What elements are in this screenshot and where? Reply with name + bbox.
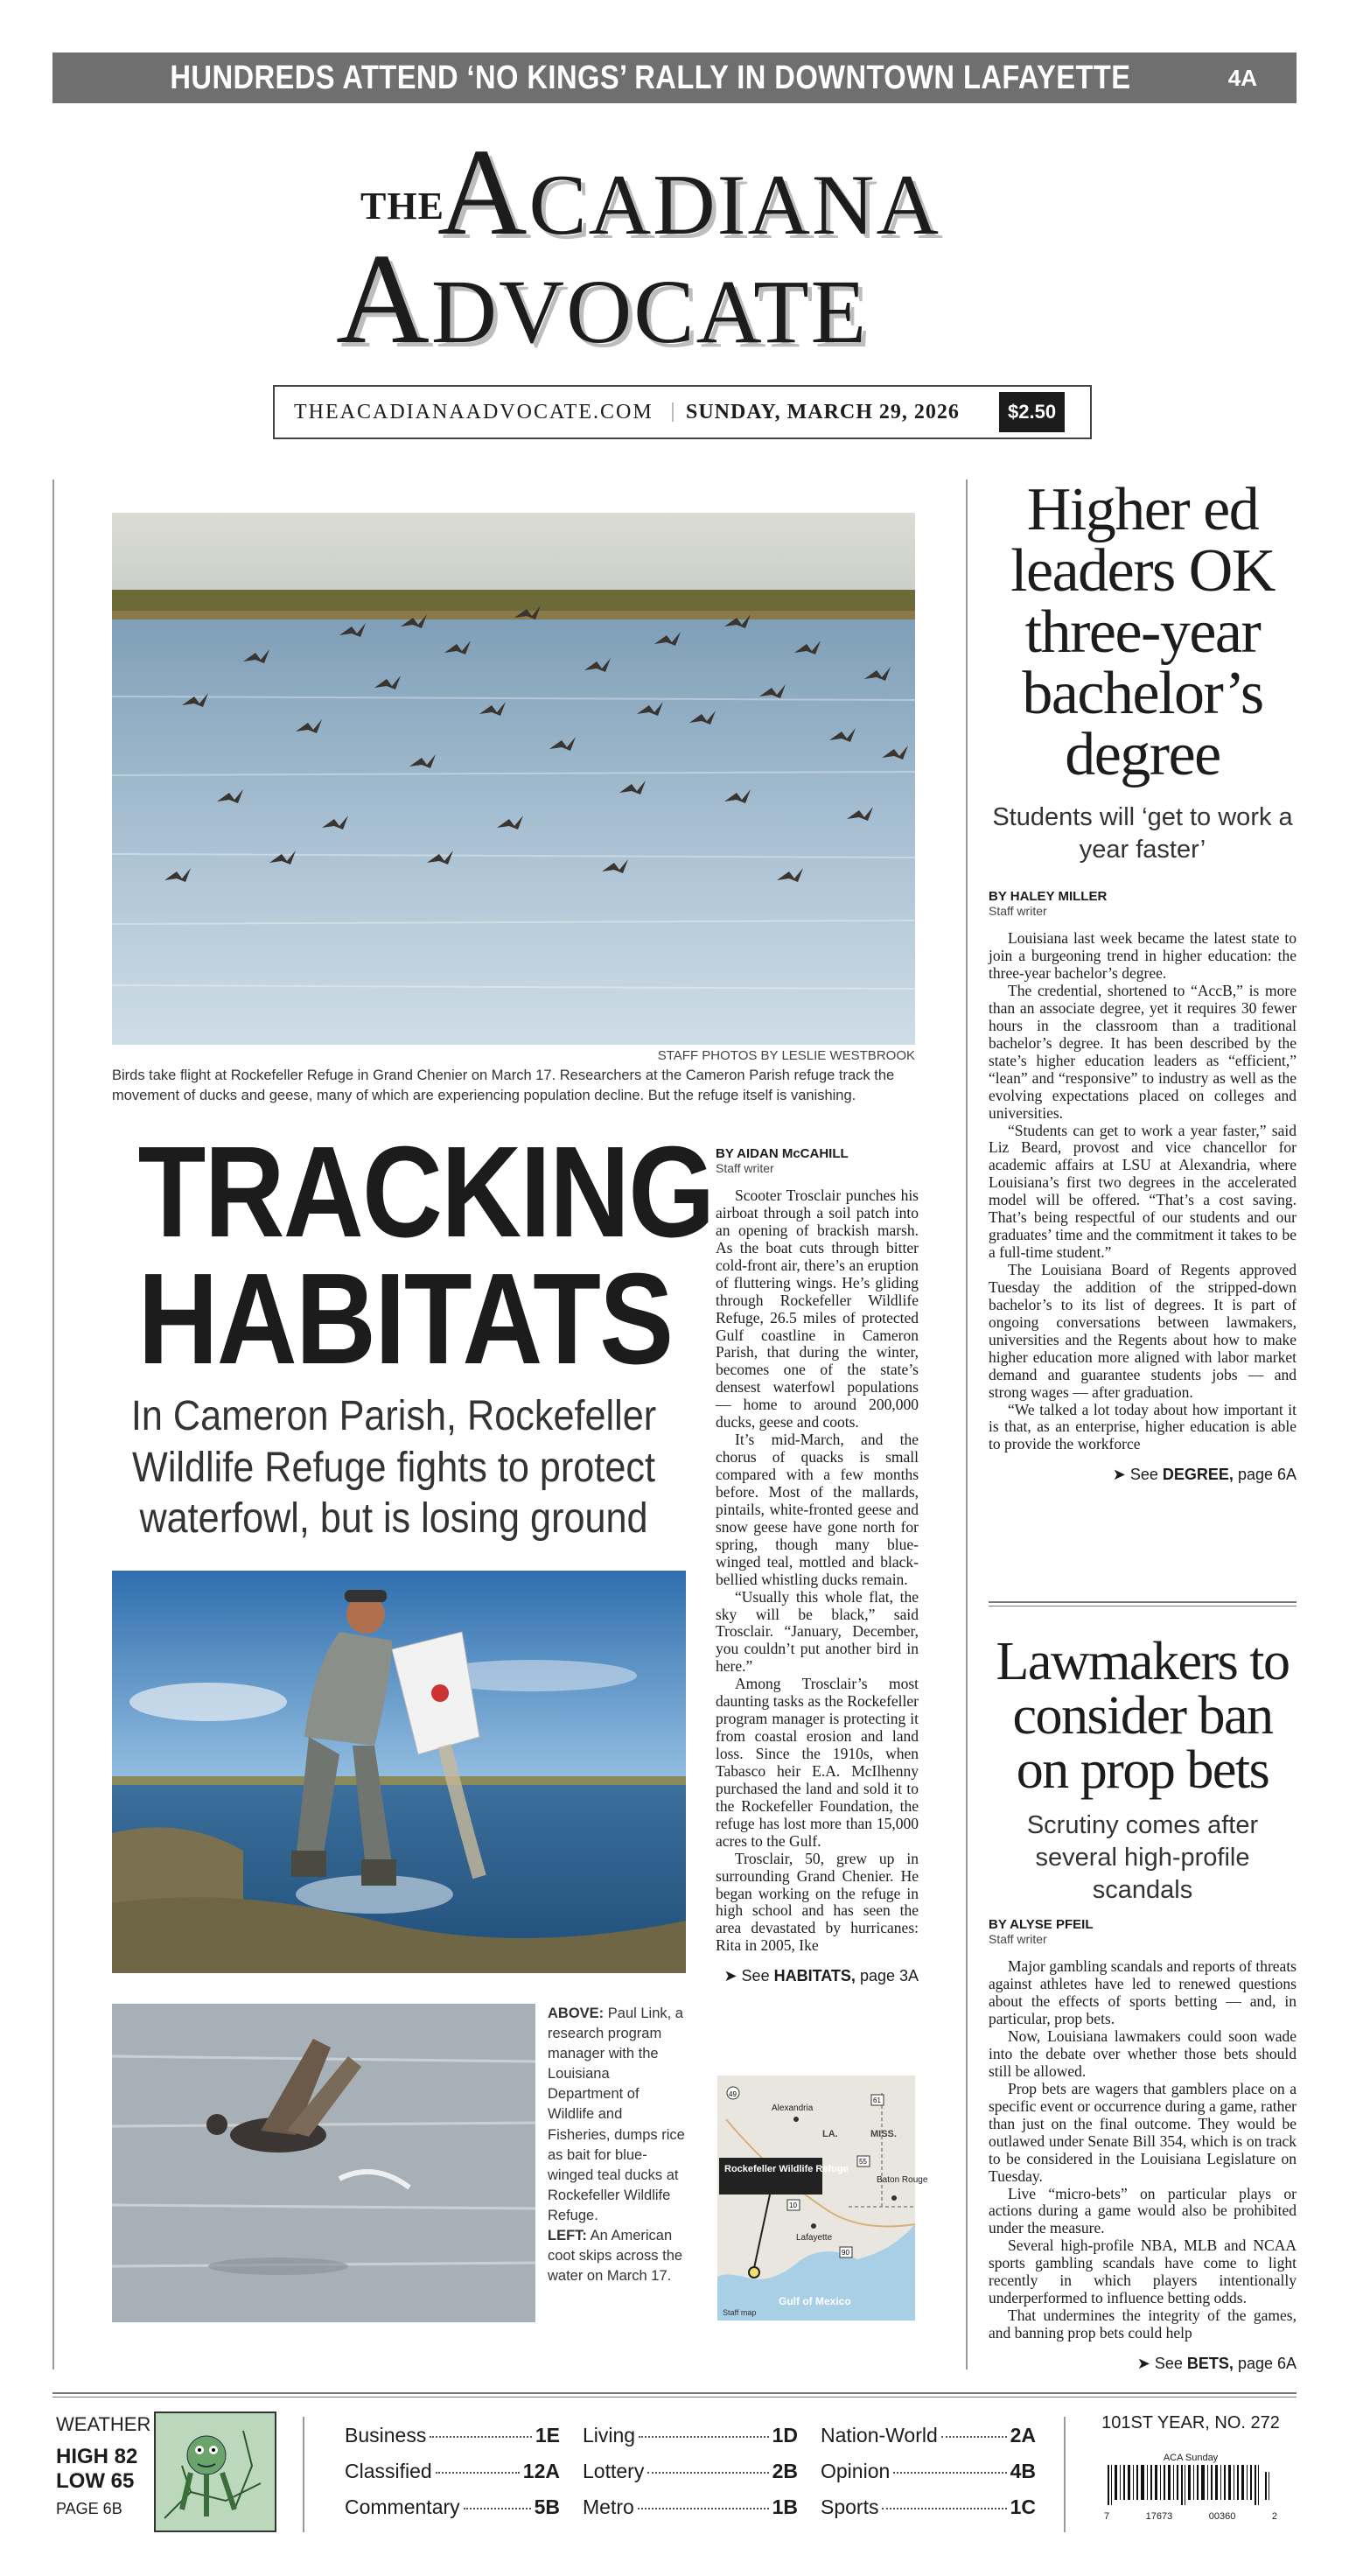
weather-label: WEATHER bbox=[56, 2413, 151, 2435]
index-leader bbox=[464, 2508, 531, 2510]
photo-captions bbox=[548, 2004, 686, 2286]
index-label: Classified bbox=[345, 2460, 432, 2482]
map-highway-61: 61 bbox=[873, 2096, 881, 2104]
coot-skipping-image bbox=[112, 2004, 535, 2322]
body-paragraph: Trosclair, 50, grew up in surrounding Grand Chenier. He began working on the refuge in high school and has seen the area devastated by hurricanes: Rita in 2005, Ike bbox=[716, 1849, 919, 1955]
map-label-lafayette: Lafayette bbox=[796, 2233, 833, 2243]
index-row-sports[interactable] bbox=[821, 2496, 1036, 2531]
index-row-classified[interactable] bbox=[345, 2460, 560, 2496]
main-story-body bbox=[716, 1187, 919, 1955]
caption-text-above: Paul Link, a research program manager with the Louisiana Department of Wildlife and Fisheries, dumps rice as bait for blue-winged teal ducks at Rockefeller Wildlife Refuge. bbox=[548, 2006, 685, 2223]
index-page: 1B bbox=[772, 2496, 798, 2518]
body-paragraph: Now, Louisiana lawmakers could soon wade into the debate over whether those bets should still be allowed. bbox=[989, 2027, 1297, 2080]
jump-arrow-icon: ➤ bbox=[1136, 2354, 1150, 2372]
index-label: Sports bbox=[821, 2496, 879, 2518]
index-row-nation-world[interactable] bbox=[821, 2424, 1036, 2460]
map-label-gulf: Gulf of Mexico bbox=[779, 2295, 851, 2307]
map-highway-49: 49 bbox=[729, 2090, 737, 2098]
weather-page: PAGE 6B bbox=[56, 2500, 122, 2518]
main-story-column bbox=[716, 1146, 919, 1985]
index-row-commentary[interactable] bbox=[345, 2496, 560, 2531]
barcode bbox=[1099, 2453, 1283, 2522]
story-degree bbox=[989, 476, 1297, 1484]
teaser-bar[interactable] bbox=[52, 52, 1297, 103]
weather-low: LOW 65 bbox=[56, 2468, 135, 2493]
photo-american-coot[interactable] bbox=[112, 2004, 535, 2322]
index-leader bbox=[436, 2472, 520, 2474]
lead-photo-birds[interactable] bbox=[112, 513, 915, 1045]
caption-label-above: ABOVE: bbox=[548, 2006, 605, 2021]
body-paragraph: Major gambling scandals and reports of threats against athletes have led to renewed questions about the effects of sports betting — and, in particular, prop bets. bbox=[989, 1957, 1297, 2028]
index-leader bbox=[882, 2508, 1006, 2510]
jump-arrow-icon: ➤ bbox=[1112, 1466, 1126, 1484]
issue-date: SUNDAY, MARCH 29, 2026 bbox=[686, 400, 960, 424]
degree-story-body bbox=[989, 930, 1297, 1453]
bets-deck: Scrutiny comes after several high-profile scandals bbox=[1026, 1811, 1259, 1905]
index-page: 1D bbox=[772, 2424, 798, 2446]
price-badge: $2.50 bbox=[999, 392, 1065, 432]
map-highway-10: 10 bbox=[789, 2202, 797, 2209]
degree-deck: Students will ‘get to work a year faster’ bbox=[992, 803, 1293, 864]
jump-page: page 3A bbox=[859, 1967, 919, 1985]
main-headline-line2[interactable]: HABITATS bbox=[137, 1247, 673, 1392]
barcode-label: ACA Sunday bbox=[1163, 2453, 1219, 2463]
barcode-digit: 17673 bbox=[1145, 2511, 1173, 2522]
bets-byline-role: Staff writer bbox=[989, 1932, 1047, 1947]
dateline-divider bbox=[672, 402, 674, 422]
map-credit: Staff map bbox=[723, 2308, 757, 2317]
volume-number: 101ST YEAR, NO. 272 bbox=[1101, 2413, 1280, 2432]
index-page: 12A bbox=[522, 2460, 560, 2482]
jump-page: page 6A bbox=[1237, 2354, 1297, 2372]
body-paragraph: “Usually this whole flat, the sky will be black,” said Trosclair. “January, December, you couldn’t put another bird in here.” bbox=[716, 1587, 919, 1676]
main-byline: BY AIDAN McCAHILL bbox=[716, 1146, 849, 1161]
index-column-2 bbox=[583, 2424, 798, 2531]
map-label-baton-rouge: Baton Rouge bbox=[877, 2175, 928, 2185]
masthead[interactable] bbox=[0, 122, 1349, 371]
caption-text-left: An American coot skips across the water on March 17. bbox=[548, 2228, 683, 2285]
index-leader bbox=[647, 2472, 768, 2474]
story-prop-bets bbox=[989, 1634, 1297, 2373]
degree-headline[interactable]: Higher ed leaders OK three-year bachelor’s degree bbox=[1010, 476, 1275, 788]
weather-box[interactable] bbox=[56, 2413, 151, 2518]
footer-divider-1 bbox=[303, 2417, 304, 2532]
birds-in-flight-image bbox=[112, 513, 915, 1045]
index-leader bbox=[638, 2508, 769, 2510]
barcode-digit: 00360 bbox=[1208, 2511, 1236, 2522]
jump-arrow-icon: ➤ bbox=[723, 1967, 737, 1985]
degree-byline-role: Staff writer bbox=[989, 904, 1047, 919]
main-byline-role: Staff writer bbox=[716, 1161, 774, 1175]
index-label: Living bbox=[583, 2424, 636, 2446]
index-page: 4B bbox=[1010, 2460, 1036, 2482]
caption-label-left: LEFT: bbox=[548, 2228, 587, 2244]
main-headline-line1[interactable]: TRACKING bbox=[137, 1120, 714, 1264]
index-leader bbox=[430, 2436, 532, 2438]
barcode-digits bbox=[1099, 2511, 1283, 2522]
index-row-business[interactable] bbox=[345, 2424, 560, 2460]
footer-rule bbox=[52, 2392, 1297, 2398]
man-with-bucket-image bbox=[112, 1571, 686, 1973]
map-label-miss: MISS. bbox=[870, 2129, 897, 2139]
body-paragraph: The credential, shortened to “AccB,” is more than an associate degree, yet it requires 30 fewer hours in the classroom than a traditional bachelor’s degree. It has been described by the state’s higher education leaders as “efficient,” “lean” and “responsive” to industry as well as the evolving expectations placed on colleges and universities. bbox=[989, 982, 1297, 1122]
main-headline[interactable] bbox=[137, 1120, 714, 1392]
index-column-1 bbox=[345, 2424, 560, 2531]
body-paragraph: Among Trosclair’s most daunting tasks as the Rockefeller program manager is protecting it from coastal erosion and land loss. Since the 1910s, when Tabasco heir E.A. McIlhenny purchased the land and sold it to the Rockefeller Foundation, the refuge has lost more than 15,000 acres to the Gulf. bbox=[716, 1675, 919, 1850]
index-leader bbox=[941, 2436, 1007, 2438]
teaser-page: 4A bbox=[1227, 64, 1258, 91]
body-paragraph: Live “micro-bets” on particular plays or actions during a game would also be prohibited under the measure. bbox=[989, 2184, 1297, 2237]
index-page: 1C bbox=[1010, 2496, 1036, 2518]
index-label: Opinion bbox=[821, 2460, 891, 2482]
body-paragraph: That undermines the integrity of the games, and banning prop bets could help bbox=[989, 2306, 1297, 2342]
barcode-bars-icon bbox=[1099, 2463, 1283, 2507]
masthead-name-line1: Acadiana bbox=[437, 122, 941, 261]
index-column-3 bbox=[821, 2424, 1036, 2531]
map-highway-90: 90 bbox=[842, 2249, 849, 2257]
jump-word: DEGREE, bbox=[1162, 1466, 1234, 1484]
index-page: 2A bbox=[1010, 2424, 1036, 2446]
body-paragraph: Louisiana last week became the latest state to join a burgeoning trend in higher education: the three-year bachelor’s degree. bbox=[989, 929, 1297, 983]
index-label: Lottery bbox=[583, 2460, 645, 2482]
bets-byline: BY ALYSE PFEIL bbox=[989, 1917, 1094, 1933]
lead-photo-caption: Birds take flight at Rockefeller Refuge in Grand Chenier on March 17. Researchers at the Cameron Parish refuge track the movement of ducks and geese, many of which are experiencing population decline. But the refuge itself is vanishing. bbox=[112, 1068, 895, 1104]
bets-story-body bbox=[989, 1958, 1297, 2342]
masthead-name-line2: Advocate bbox=[336, 228, 869, 371]
jump-prefix: See bbox=[1154, 2354, 1183, 2372]
right-column-rule bbox=[966, 480, 968, 2370]
teaser-headline[interactable]: HUNDREDS ATTEND ‘NO KINGS’ RALLY IN DOWNTOWN LAFAYETTE bbox=[170, 59, 1131, 96]
index-leader bbox=[893, 2472, 1006, 2474]
index-label: Commentary bbox=[345, 2496, 460, 2518]
jump-prefix: See bbox=[741, 1967, 770, 1985]
barcode-digit: 2 bbox=[1271, 2511, 1277, 2522]
weather-frog-icon bbox=[154, 2412, 276, 2532]
lead-photo-credit: STAFF PHOTOS BY LESLIE WESTBROOK bbox=[657, 1048, 915, 1063]
index-page: 5B bbox=[534, 2496, 560, 2518]
map-label-refuge: Rockefeller Wildlife Refuge bbox=[724, 2164, 849, 2174]
map-label-la: LA. bbox=[822, 2129, 838, 2139]
jump-word: HABITATS, bbox=[773, 1967, 856, 1985]
barcode-digit: 7 bbox=[1104, 2511, 1110, 2522]
body-paragraph: Several high-profile NBA, MLB and NCAA sports gambling scandals have come to light recently in which players intentionally underperformed to influence betting odds. bbox=[989, 2236, 1297, 2307]
masthead-the: THE bbox=[360, 185, 444, 228]
jump-page: page 6A bbox=[1237, 1466, 1297, 1484]
index-label: Metro bbox=[583, 2496, 634, 2518]
habitats-jump-link[interactable] bbox=[716, 1967, 919, 1985]
body-paragraph: It’s mid-March, and the chorus of quacks is small compared with a few months before. Most of the mallards, pintails, white-fronted geese and snow geese have gone north for spring, though many blue-winged teal, mottled and black-bellied whistling ducks remain. bbox=[716, 1431, 919, 1588]
website-url[interactable]: THEACADIANAADVOCATE.COM bbox=[294, 400, 654, 424]
body-paragraph: Scooter Trosclair punches his airboat through a soil patch into an opening of brackish marsh. As the boat cuts through bitter cold-front air, there’s an eruption of fluttering wings. He’s gliding through Rockefeller Wildlife Refuge, 26.5 miles of protected Gulf coastline in Cameron Parish, that during the winter, becomes one of the state’s densest waterfowl populations — home to around 200,000 ducks, geese and coots. bbox=[716, 1186, 919, 1432]
rail-divider bbox=[989, 1601, 1297, 1606]
body-paragraph: “We talked a lot today about how important it is that, as an enterprise, higher education is able to provide the workforce bbox=[989, 1400, 1297, 1453]
left-column-rule bbox=[52, 480, 54, 2370]
louisiana-map bbox=[717, 2076, 928, 2320]
index-row-opinion[interactable] bbox=[821, 2460, 1036, 2496]
index-row-living[interactable] bbox=[583, 2424, 798, 2460]
bets-jump-link[interactable] bbox=[989, 2355, 1297, 2373]
degree-jump-link[interactable] bbox=[989, 1466, 1297, 1484]
index-label: Business bbox=[345, 2424, 427, 2446]
map-label-alexandria: Alexandria bbox=[772, 2104, 814, 2113]
footer-divider-2 bbox=[1064, 2417, 1066, 2532]
jump-word: BETS, bbox=[1186, 2354, 1234, 2372]
volume-box bbox=[1099, 2413, 1283, 2522]
map-highway-55: 55 bbox=[859, 2158, 867, 2166]
body-paragraph: Prop bets are wagers that gamblers place on a specific event or occurrence during a game, rather than just on the final outcome. They would be outlawed under Senate Bill 354, which is on track to be considered in the Louisiana Legislature on Tuesday. bbox=[989, 2079, 1297, 2185]
weather-high: HIGH 82 bbox=[56, 2445, 138, 2468]
body-paragraph: The Louisiana Board of Regents approved Tuesday the addition of the stripped-down bachelor’s to its list of degrees. It is part of ongoing conversations between lawmakers, universities and the Regents about how to make higher education more aligned with labor market demand and guarantee students jobs — and strong wages — after graduation. bbox=[989, 1261, 1297, 1401]
index-page: 2B bbox=[772, 2460, 798, 2482]
degree-byline: BY HALEY MILLER bbox=[989, 889, 1108, 905]
index-page: 1E bbox=[535, 2424, 560, 2446]
dateline-box bbox=[273, 385, 1092, 439]
locator-map[interactable] bbox=[717, 2076, 928, 2320]
jump-prefix: See bbox=[1129, 1466, 1158, 1484]
refuge-location-marker bbox=[749, 2267, 759, 2278]
index-label: Nation-World bbox=[821, 2424, 938, 2446]
main-deck: In Cameron Parish, Rockefeller Wildlife Refuge fights to protect waterfowl, but is losing ground bbox=[130, 1393, 657, 1543]
index-row-metro[interactable] bbox=[583, 2496, 798, 2531]
index-row-lottery[interactable] bbox=[583, 2460, 798, 2496]
photo-man-dumping-rice[interactable] bbox=[112, 1571, 686, 1973]
index-leader bbox=[639, 2436, 768, 2438]
bets-headline[interactable]: Lawmakers to consider ban on prop bets bbox=[996, 1632, 1290, 1800]
body-paragraph: “Students can get to work a year faster,” said Liz Beard, provost and vice chancellor for academic affairs at LSU at Alexandria, where Louisiana’s first two degrees in the accelerated model will be offered. “That’s a cost saving. That’s being respectful of our students and our graduates’ time and the commitment it takes to be a full-time student.” bbox=[989, 1121, 1297, 1262]
